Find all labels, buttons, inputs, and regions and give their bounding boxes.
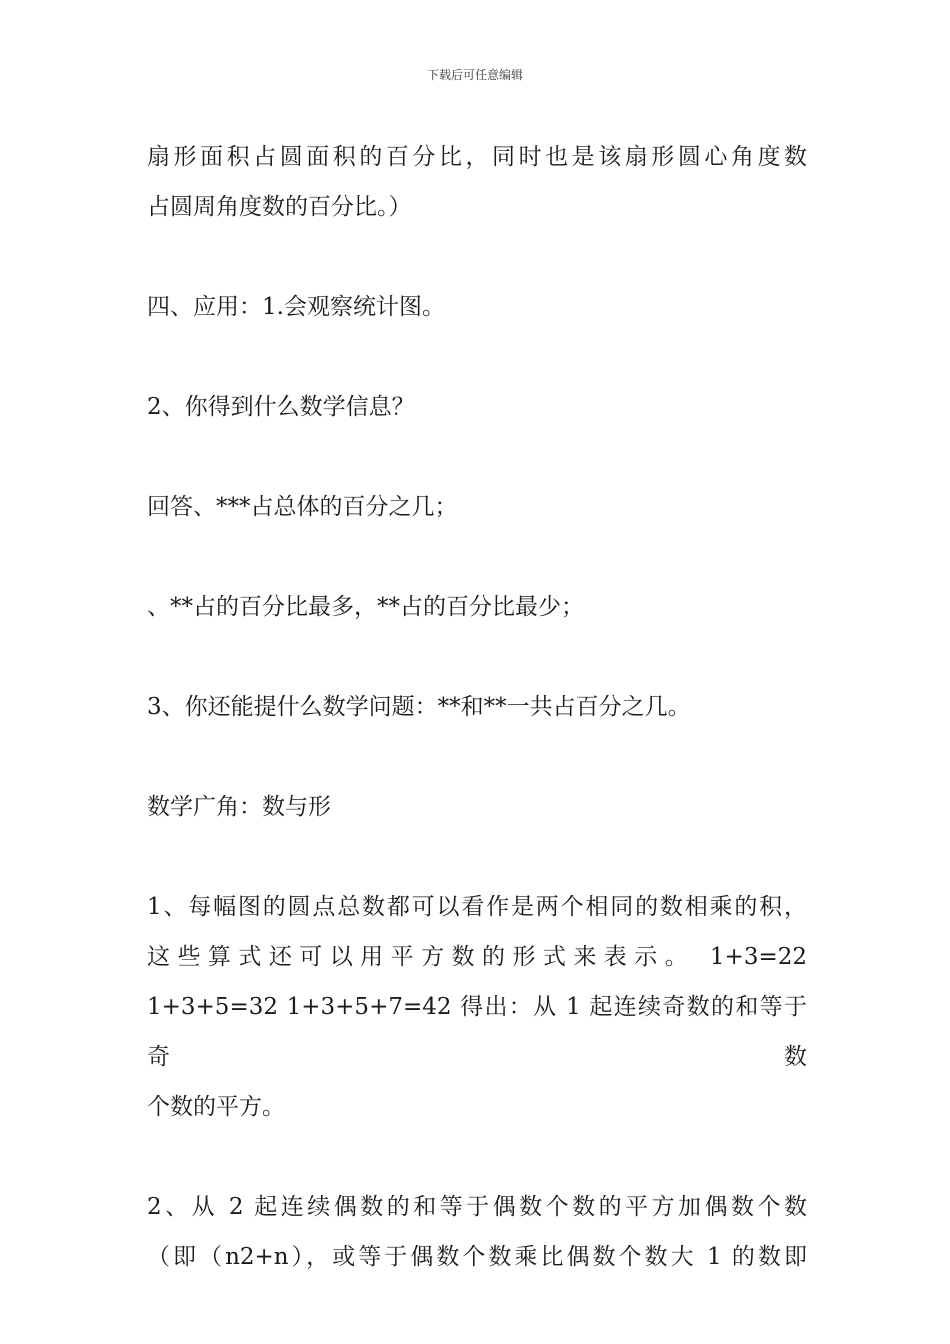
paragraph-7-heading: 数学广角：数与形 (147, 794, 331, 820)
paragraph-4: 回答、***占总体的百分之几； (147, 494, 458, 520)
paragraph-1-line-1: 扇形面积占圆面积的百分比，同时也是该扇形圆心角度数 (147, 144, 807, 170)
paragraph-8-line-3: 1+3+5=32 1+3+5+7=42 得出：从 1 起连续奇数的和等于奇数 (147, 994, 807, 1070)
paragraph-gap (147, 632, 807, 682)
paragraph-gap (147, 232, 807, 282)
paragraph-gap (147, 1132, 807, 1182)
paragraph-9-line-2: （即（n2+n），或等于偶数个数乘比偶数个数大 1 的数即 (147, 1244, 807, 1270)
paragraph-2: 四、应用：1.会观察统计图。 (147, 294, 445, 320)
paragraph-gap (147, 432, 807, 482)
paragraph-8-line-4: 个数的平方。 (147, 1094, 285, 1120)
paragraph-9-line-1: 2、从 2 起连续偶数的和等于偶数个数的平方加偶数个数 (147, 1194, 807, 1220)
paragraph-8-line-2: 这些算式还可以用平方数的形式来表示。 1+3=22 (147, 944, 807, 970)
paragraph-gap (147, 832, 807, 882)
paragraph-1-line-2: 占圆周角度数的百分比。） (147, 194, 412, 220)
paragraph-gap (147, 332, 807, 382)
paragraph-5: 、**占的百分比最多，**占的百分比最少； (147, 594, 584, 620)
page-header-note: 下载后可任意编辑 (426, 68, 523, 82)
paragraph-gap (147, 532, 807, 582)
paragraph-6: 3、你还能提什么数学问题：**和**一共占百分之几。 (147, 694, 691, 720)
document-body (147, 132, 807, 1282)
paragraph-3: 2、你得到什么数学信息？ (147, 394, 415, 420)
paragraph-gap (147, 732, 807, 782)
paragraph-8-line-1: 1、每幅图的圆点总数都可以看作是两个相同的数相乘的积， (147, 894, 807, 920)
